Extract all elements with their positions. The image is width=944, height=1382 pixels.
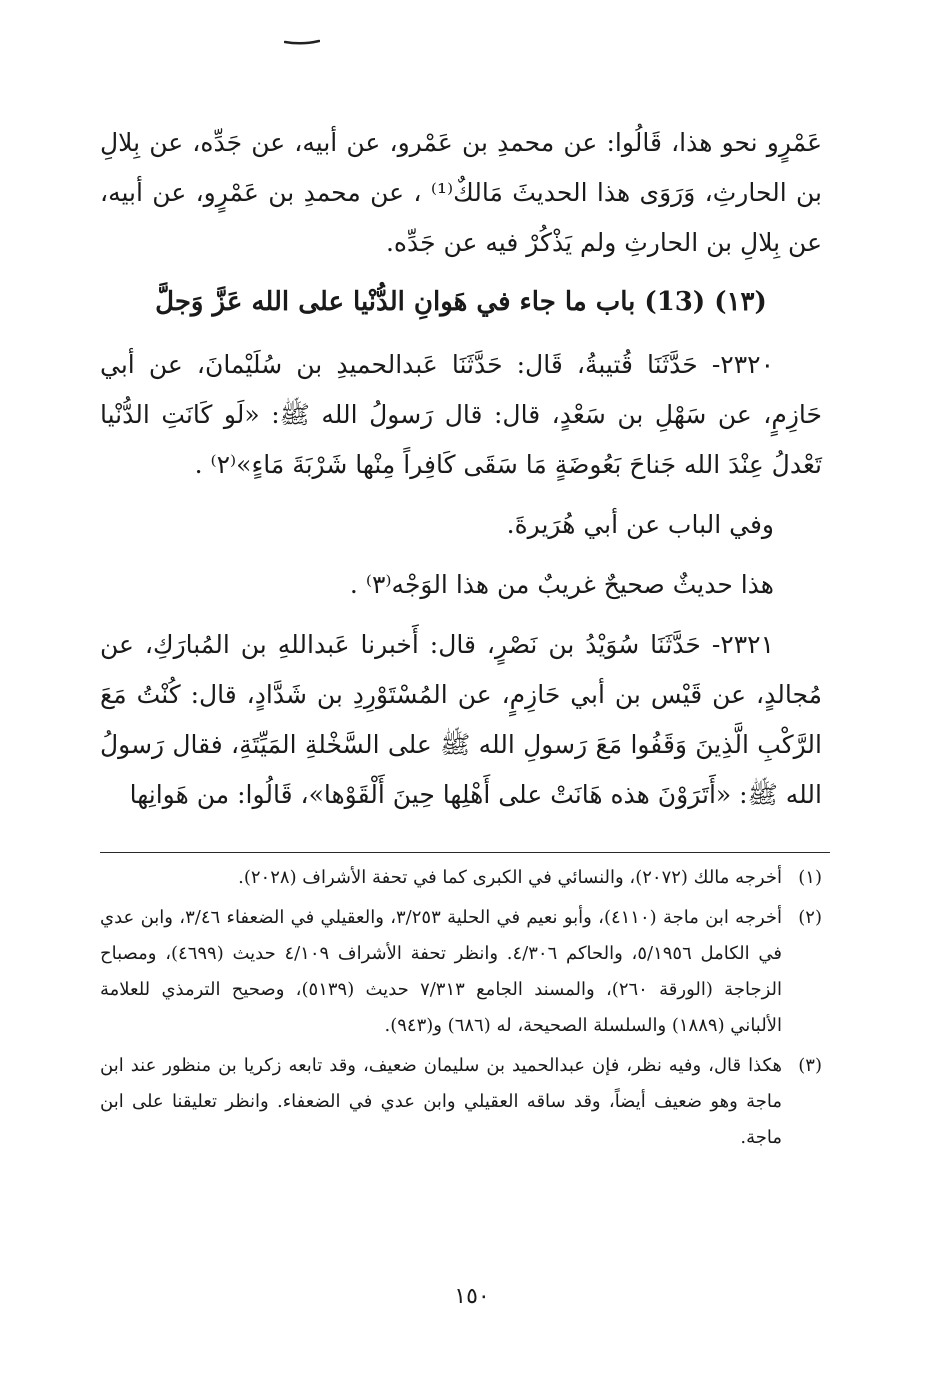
footnote-number: (٢) (798, 907, 822, 928)
footnote-1 (100, 860, 822, 896)
footnote-text: هكذا قال، وفيه نظر، فإن عبدالحميد بن سليمان ضعيف، وقد تابعه زكريا بن منظور عند ابن ماجة وهو ضعيف أيضاً، وقد ساقه العقيلي وابن عدي في الضعفاء. وانظر تعليقنا على ابن ماجة. (100, 1055, 782, 1148)
footnote-number: (٣) (798, 1055, 822, 1076)
hadith-2321: ٢٣٢١- حَدَّثَنَا سُوَيْدُ بن نَصْرٍ، قال: أَخبرنا عَبداللهِ بن المُبارَكِ، عن مُجالدٍ، عن قَيْس بن أبي حَازِمٍ، عن المُسْتَوْرِدِ بن شَدَّادٍ، قال: كُنْتُ مَعَ الرَّكْبِ الَّذِينَ وَقَفُوا مَعَ رَسولِ الله ﷺ على السَّخْلةِ المَيِّتَةِ، فقال رَسولُ الله ﷺ: «أَتَرَوْنَ هذه هَانَتْ على أَهْلِها حِينَ أَلْقَوْها»، قَالُوا: من هَوانِها (100, 630, 822, 809)
hadith-2320: ٢٣٢٠- حَدَّثَنَا قُتيبةُ، قَال: حَدَّثَنَا عَبدالحميدِ بن سُلَيْمانَ، عن أبي حَازِمٍ، عن سَهْلِ بن سَعْدٍ، قال: قال رَسولُ الله ﷺ: «لَو كَانَتِ الدُّنْيا تَعْدلُ عِنْدَ الله جَناحَ بَعُوضَةٍ مَا سَقَى كَافِراً مِنْها شَرْبَةَ مَاءٍ»⁽٢⁾ . (100, 350, 822, 479)
footnote-text: أخرجه ابن ماجة (٤١١٠)، وأبو نعيم في الحلية ٣/٢٥٣، والعقيلي في الضعفاء ٣/٤٦، وابن عدي في الكامل ٥/١٩٥٦، والحاكم ٤/٣٠٦. وانظر تحفة الأشراف ٤/١٠٩ حديث (٤٦٩٩)، ومصباح الزجاجة (الورقة ٢٦٠)، والمسند الجامع ٧/٣١٣ حديث (٥١٣٩)، وصحيح الترمذي للعلامة الألباني (١٨٨٩) والسلسلة الصحيحة، له (٦٨٦) و(٩٤٣). (100, 907, 783, 1036)
footnotes-block (100, 860, 822, 1160)
main-text-block (100, 118, 822, 820)
paragraph-grading: هذا حديثٌ صحيحٌ غريبٌ من هذا الوَجْه⁽٣⁾ . (349, 570, 774, 599)
footnote-number: (١) (798, 867, 822, 888)
paragraph-continuation: عَمْرٍو نحو هذا، قَالُوا: عن محمدِ بن عَمْرو، عن أبيه، عن جَدِّه، عن بِلالِ بن الحارثِ، وَرَوَى هذا الحديثَ مَالكٌ⁽¹⁾ ، عن محمدِ بن عَمْرٍو، عن أبيه، عن بِلالِ بن الحارثِ ولم يَذْكُرْ فيه عن جَدِّه. (100, 128, 822, 257)
top-ornament-mark (284, 38, 320, 46)
chapter-heading: (١٣) (13) باب ما جاء في هَوانِ الدُّنْيا على الله عَزَّ وَجلَّ (155, 287, 767, 317)
footnote-3 (100, 1048, 822, 1156)
footnote-separator (100, 852, 830, 853)
page-number: ١٥٠ (454, 1284, 490, 1309)
paragraph-chapter-note: وفي الباب عن أبي هُرَيرةَ. (506, 510, 774, 539)
footnote-text: أخرجه مالك (٢٠٧٢)، والنسائي في الكبرى كما في تحفة الأشراف (٢٠٢٨). (238, 867, 782, 888)
footnote-2 (100, 900, 822, 1044)
